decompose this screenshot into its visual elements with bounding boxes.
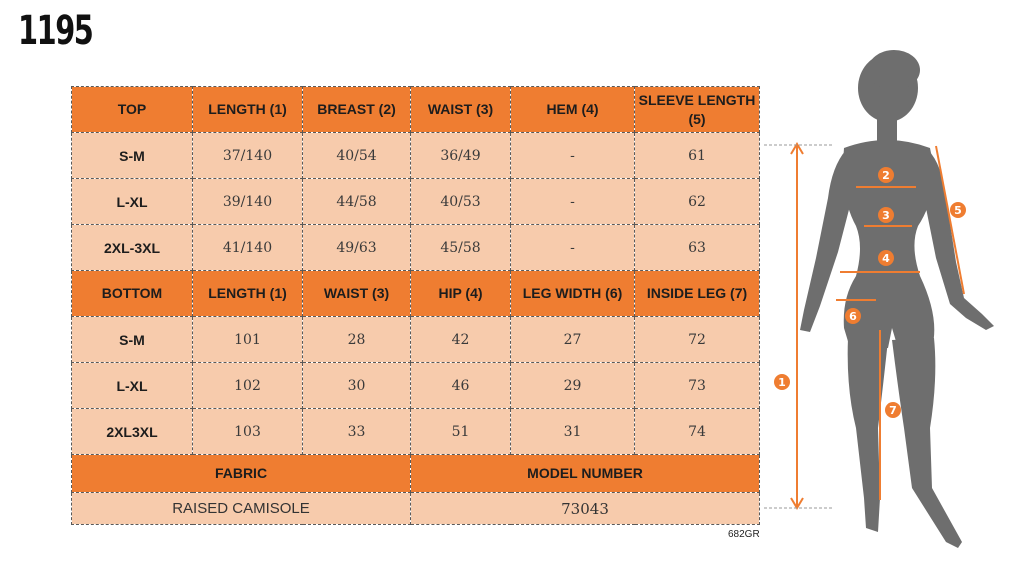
bottom-size-cell: S-M: [72, 317, 193, 363]
bottom-header-cell: LEG WIDTH (6): [511, 271, 635, 317]
top-size-cell: S-M: [72, 133, 193, 179]
top-value-cell: 45/58: [411, 225, 511, 271]
top-value-cell: -: [511, 225, 635, 271]
bottom-size-cell: 2XL3XL: [72, 409, 193, 455]
bottom-value-cell: 27: [511, 317, 635, 363]
bottom-value-cell: 46: [411, 363, 511, 409]
fabric-value: RAISED CAMISOLE: [72, 493, 411, 525]
top-size-cell: 2XL-3XL: [72, 225, 193, 271]
bottom-value-cell: 30: [303, 363, 411, 409]
bottom-table-row: [72, 409, 760, 455]
top-table-row: [72, 179, 760, 225]
bottom-header-cell: INSIDE LEG (7): [635, 271, 760, 317]
top-value-cell: -: [511, 133, 635, 179]
marker-1: [774, 374, 790, 390]
body-measurement-figure: [760, 48, 1024, 558]
marker-7-label: 7: [889, 404, 897, 417]
marker-7: [885, 402, 901, 418]
top-header-row: [72, 87, 760, 133]
top-table-row: [72, 225, 760, 271]
marker-6-label: 6: [849, 310, 857, 323]
reference-code: 682GR: [728, 529, 760, 540]
top-value-cell: 36/49: [411, 133, 511, 179]
marker-4: [878, 250, 894, 266]
bottom-header-cell: WAIST (3): [303, 271, 411, 317]
bottom-value-cell: 51: [411, 409, 511, 455]
bottom-header-cell: HIP (4): [411, 271, 511, 317]
bottom-value-cell: 33: [303, 409, 411, 455]
footer-value-row: [72, 493, 760, 525]
marker-5: [950, 202, 966, 218]
top-value-cell: 44/58: [303, 179, 411, 225]
silhouette: [800, 50, 994, 548]
bottom-value-cell: 102: [193, 363, 303, 409]
bottom-header-row: [72, 271, 760, 317]
marker-1-label: 1: [778, 376, 786, 389]
top-value-cell: 62: [635, 179, 760, 225]
top-value-cell: 49/63: [303, 225, 411, 271]
top-value-cell: 63: [635, 225, 760, 271]
top-value-cell: 39/140: [193, 179, 303, 225]
top-header-cell: HEM (4): [511, 87, 635, 133]
top-header-cell: WAIST (3): [411, 87, 511, 133]
model-number-value: 73043: [411, 493, 760, 525]
bottom-value-cell: 72: [635, 317, 760, 363]
top-table-row: [72, 133, 760, 179]
bottom-table-row: [72, 363, 760, 409]
bottom-value-cell: 29: [511, 363, 635, 409]
top-header-cell: SLEEVE LENGTH (5): [635, 87, 760, 133]
marker-2: [878, 167, 894, 183]
marker-3: [878, 207, 894, 223]
footer-header-row: [72, 455, 760, 493]
fabric-label: FABRIC: [72, 455, 411, 493]
size-chart-body: [72, 87, 760, 525]
bottom-header-cell: BOTTOM: [72, 271, 193, 317]
product-code: 1195: [18, 8, 93, 54]
top-value-cell: 40/54: [303, 133, 411, 179]
bottom-value-cell: 42: [411, 317, 511, 363]
bottom-table-row: [72, 317, 760, 363]
top-value-cell: 61: [635, 133, 760, 179]
size-chart-table: [71, 86, 760, 525]
marker-2-label: 2: [882, 169, 890, 182]
marker-5-label: 5: [954, 204, 962, 217]
bottom-value-cell: 28: [303, 317, 411, 363]
top-value-cell: -: [511, 179, 635, 225]
top-header-cell: TOP: [72, 87, 193, 133]
top-size-cell: L-XL: [72, 179, 193, 225]
marker-6: [845, 308, 861, 324]
bottom-value-cell: 101: [193, 317, 303, 363]
bottom-value-cell: 74: [635, 409, 760, 455]
bottom-value-cell: 73: [635, 363, 760, 409]
top-header-cell: BREAST (2): [303, 87, 411, 133]
model-number-label: MODEL NUMBER: [411, 455, 760, 493]
bottom-value-cell: 31: [511, 409, 635, 455]
marker-4-label: 4: [882, 252, 890, 265]
top-header-cell: LENGTH (1): [193, 87, 303, 133]
top-value-cell: 37/140: [193, 133, 303, 179]
bottom-value-cell: 103: [193, 409, 303, 455]
marker-3-label: 3: [882, 209, 890, 222]
top-value-cell: 41/140: [193, 225, 303, 271]
bottom-header-cell: LENGTH (1): [193, 271, 303, 317]
bottom-size-cell: L-XL: [72, 363, 193, 409]
top-value-cell: 40/53: [411, 179, 511, 225]
